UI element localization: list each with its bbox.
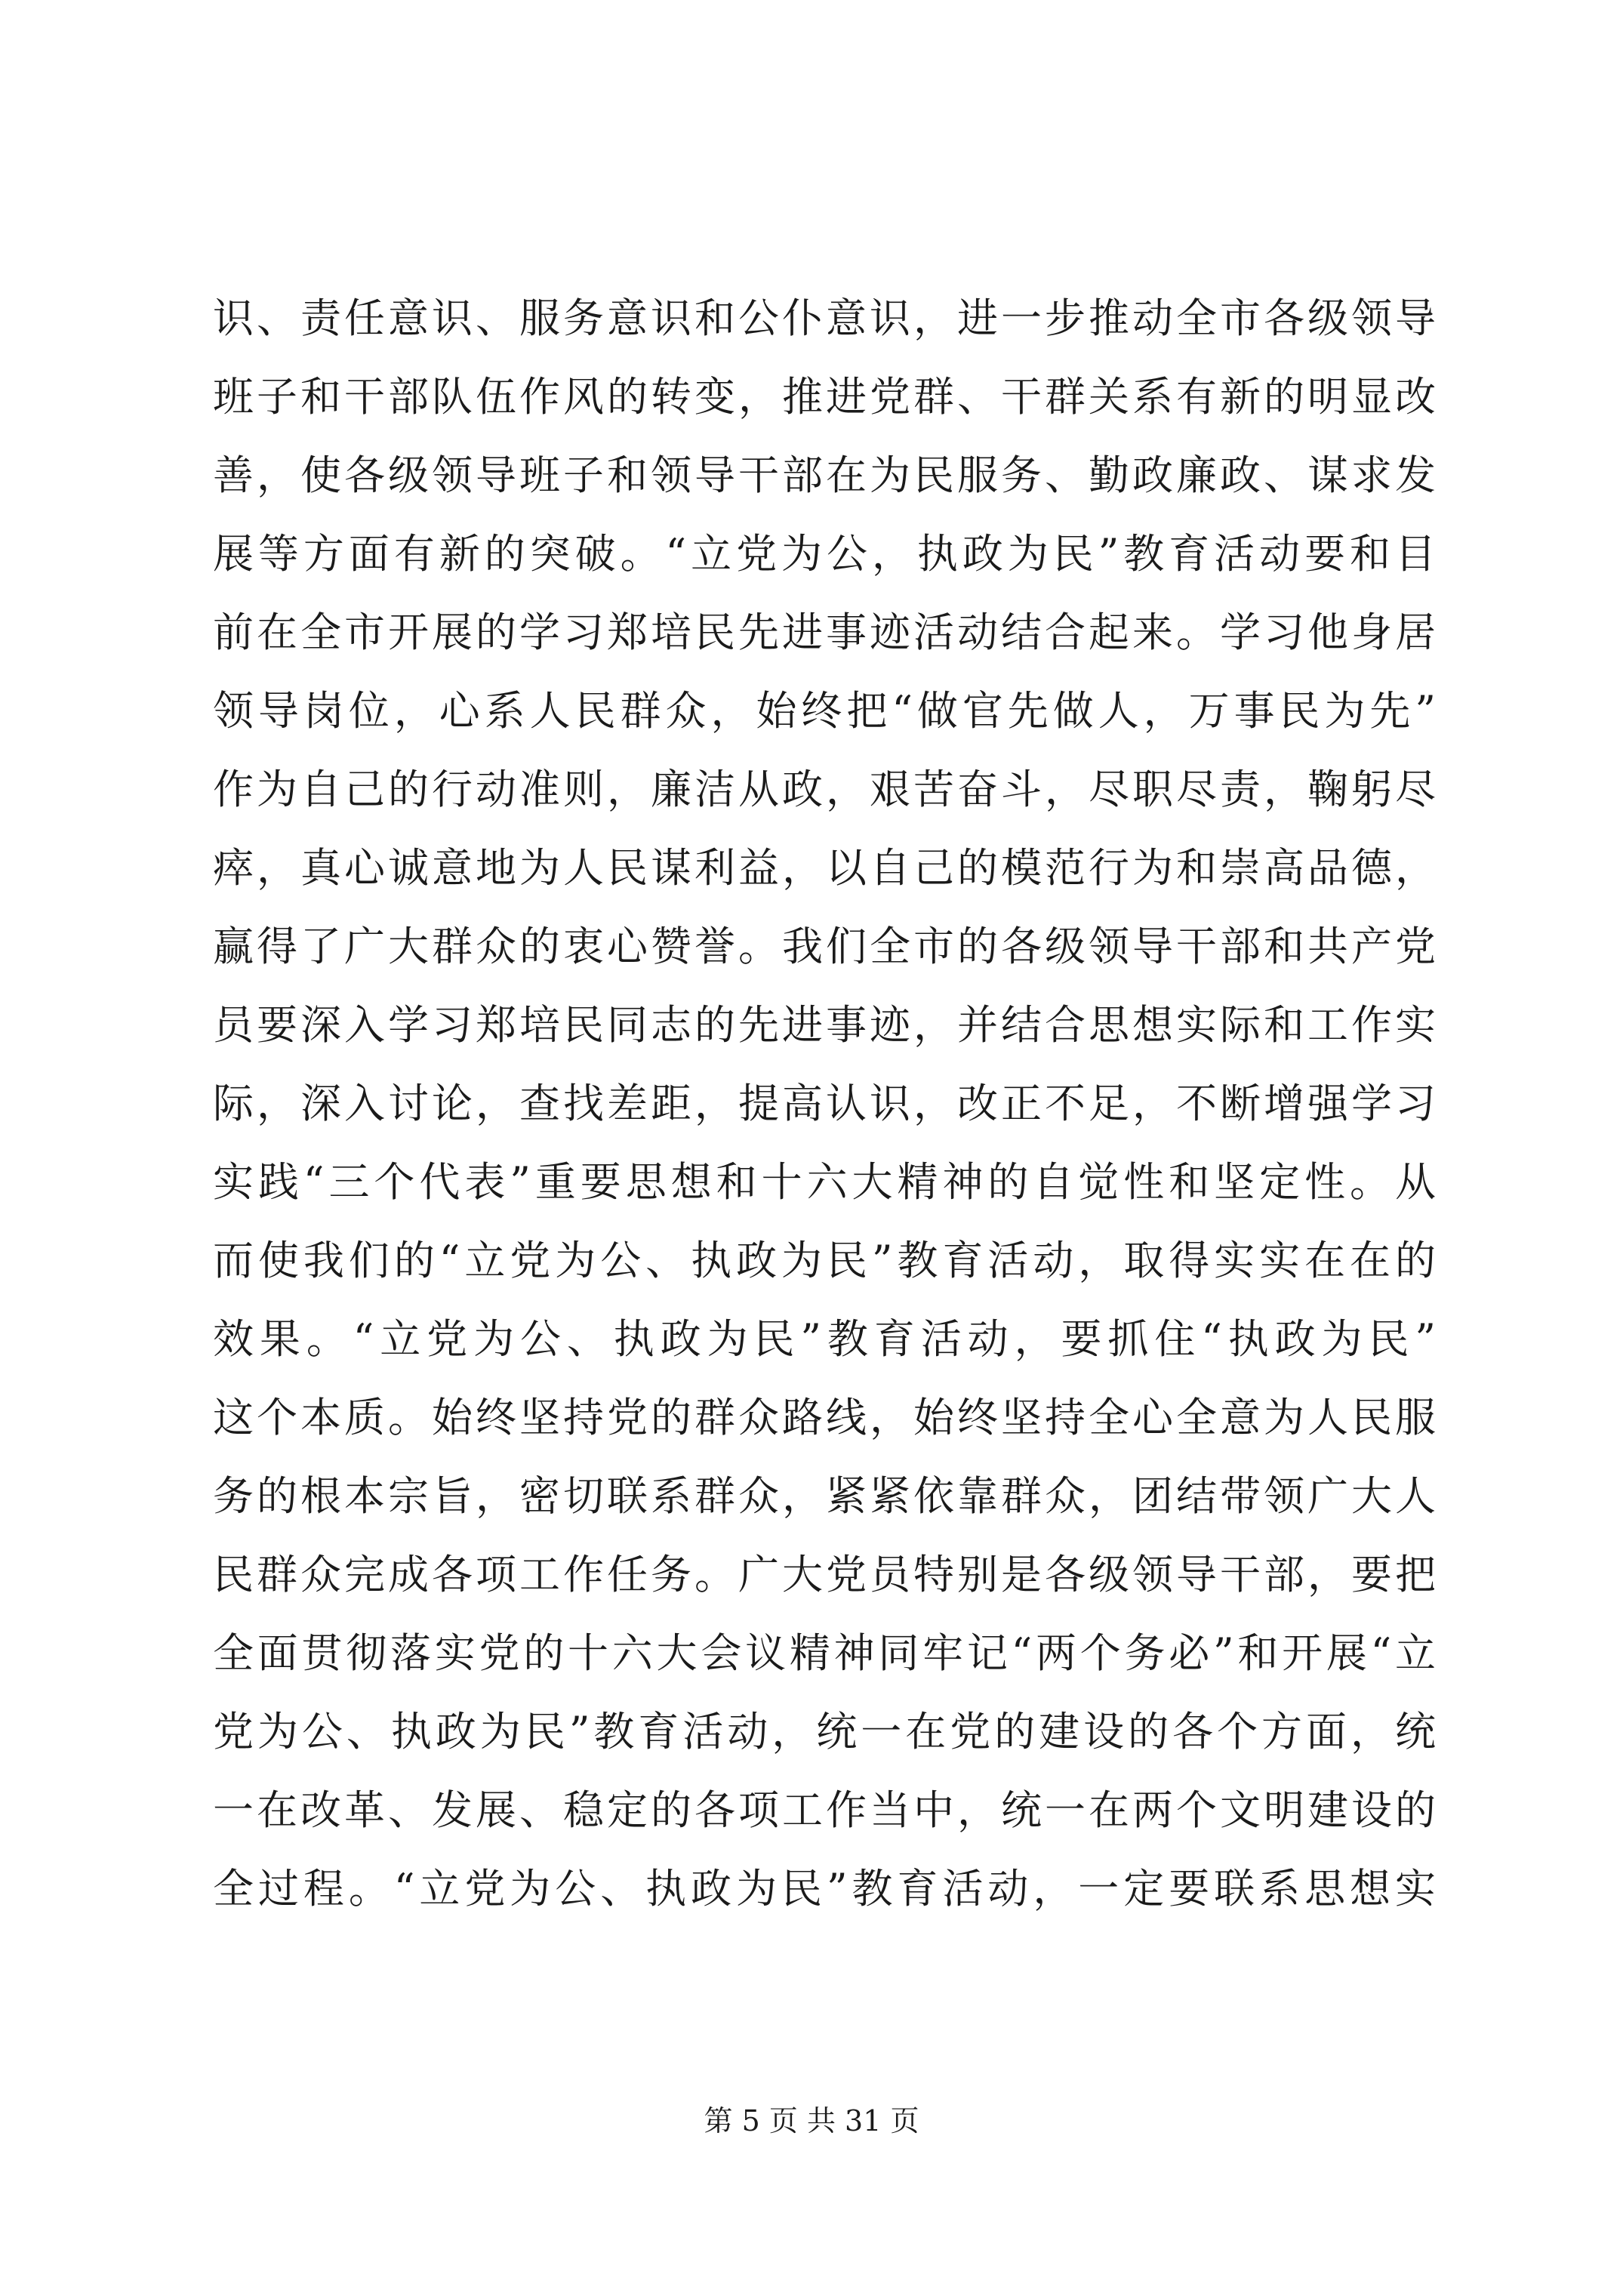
- text-line: 善，使各级领导班子和领导干部在为民服务、勤政廉政、谋求发: [213, 451, 1436, 499]
- text-line: 这个本质。始终坚持党的群众路线，始终坚持全心全意为人民服: [213, 1394, 1436, 1441]
- text-line: 效果。“立党为公、执政为民”教育活动，要抓住“执政为民”: [213, 1315, 1436, 1363]
- text-line: 实践“三个代表”重要思想和十六大精神的自觉性和坚定性。从: [213, 1158, 1436, 1206]
- text-line: 识、责任意识、服务意识和公仆意识，进一步推动全市各级领导: [213, 294, 1436, 342]
- text-line: 作为自己的行动准则，廉洁从政，艰苦奋斗，尽职尽责，鞠躬尽: [213, 766, 1436, 813]
- text-line: 瘁，真心诚意地为人民谋利益，以自己的模范行为和崇高品德，: [213, 844, 1436, 892]
- text-line: 领导岗位，心系人民群众，始终把“做官先做人，万事民为先”: [213, 687, 1436, 735]
- text-line: 员要深入学习郑培民同志的先进事迹，并结合思想实际和工作实: [213, 1001, 1436, 1049]
- text-line: 民群众完成各项工作任务。广大党员特别是各级领导干部，要把: [213, 1551, 1436, 1598]
- body-text: [213, 279, 1436, 1928]
- text-line: 全面贯彻落实党的十六大会议精神同牢记“两个务必”和开展“立: [213, 1629, 1436, 1677]
- text-line: 而使我们的“立党为公、执政为民”教育活动，取得实实在在的: [213, 1237, 1436, 1284]
- page-number-footer: 第 5 页 共 31 页: [704, 2104, 919, 2137]
- text-line: 全过程。“立党为公、执政为民”教育活动，一定要联系思想实: [213, 1865, 1436, 1912]
- text-line: 前在全市开展的学习郑培民先进事迹活动结合起来。学习他身居: [213, 609, 1436, 656]
- text-line: 赢得了广大群众的衷心赞誉。我们全市的各级领导干部和共产党: [213, 923, 1436, 970]
- text-line: 务的根本宗旨，密切联系群众，紧紧依靠群众，团结带领广大人: [213, 1472, 1436, 1520]
- text-line: 际，深入讨论，查找差距，提高认识，改正不足，不断增强学习: [213, 1080, 1436, 1127]
- text-line: 展等方面有新的突破。“立党为公，执政为民”教育活动要和目: [213, 530, 1436, 578]
- text-line: 党为公、执政为民”教育活动，统一在党的建设的各个方面，统: [213, 1708, 1436, 1755]
- text-line: 一在改革、发展、稳定的各项工作当中，统一在两个文明建设的: [213, 1786, 1436, 1834]
- text-line: 班子和干部队伍作风的转变，推进党群、干群关系有新的明显改: [213, 373, 1436, 421]
